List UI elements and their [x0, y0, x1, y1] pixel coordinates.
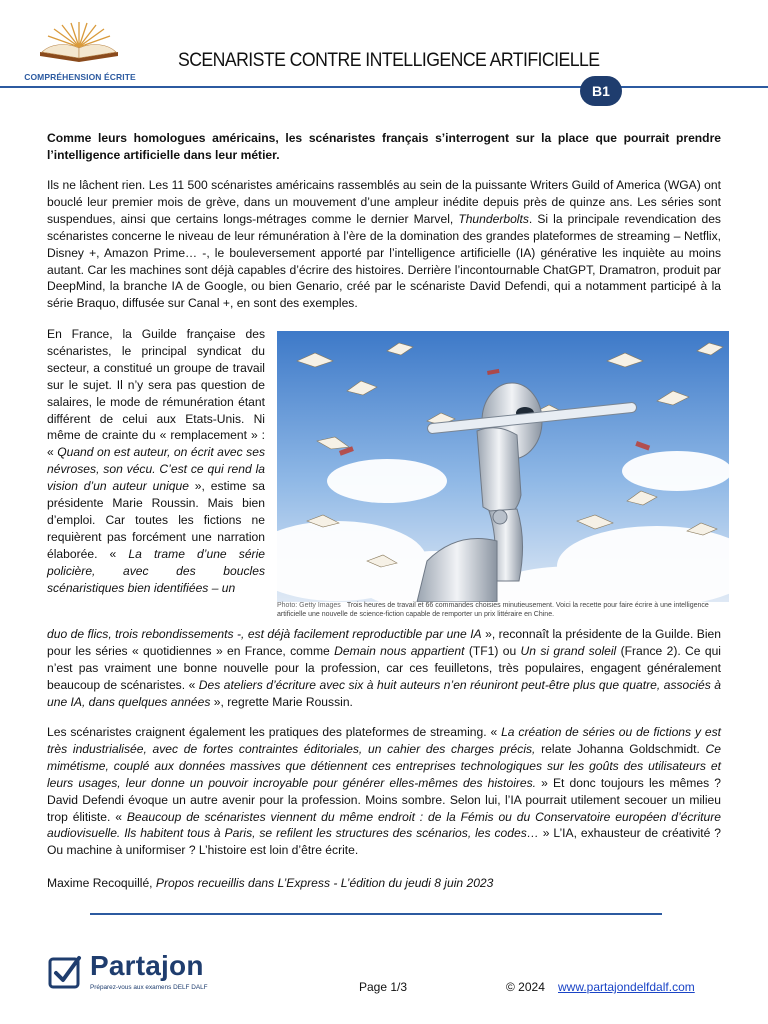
page-title: SCENARISTE CONTRE INTELLIGENCE ARTIFICIELLE — [178, 50, 600, 71]
category-label: COMPRÉHENSION ÉCRITE — [24, 72, 136, 82]
article-paragraph-1: Ils ne lâchent rien. Les 11 500 scénaristes américains rassemblés au sein de la puissante Writers Guild of America (WGA) ont bouclé leur premier mois de grève, dans un mouvement d’une ampleur inédite depuis près de quinze ans. Les séries sont suspendues, ainsi que certains longs-métrages comme le dernier Marvel, Thunderbolts. Si la principale revendication des scénaristes concerne le niveau de leur rémunération à l’ère de la domination des grandes plateformes de streaming – Netflix, Disney +, Amazon Prime… -, le bouleversement apporté par l’intelligence artificielle (IA) générative les inquiète au moins autant. Car les machines sont déjà capables d’écrire des histoires. Derrière l’incontournable ChatGPT, Dramatron, produit par DeepMind, la branche IA de Google, ou bien Genario, créé par le scénariste David Defendi, qui a notamment participé à la série Braquo, diffusée sur Canal +, en sont des exemples. — [47, 178, 721, 311]
brand-tagline: Préparez-vous aux examens DELF DALF — [90, 984, 208, 991]
article-intro: Comme leurs homologues américains, les scénaristes français s’interrogent sur la place que pourrait prendre l’intelligence artificielle dans leur métier. — [47, 131, 721, 162]
brand-name: Partajon — [90, 950, 204, 981]
article-paragraph-2-column: En France, la Guilde française des scénaristes, le principal syndicat du secteur, a constitué un groupe de travail sur le sujet. Il n’y sera pas question de salaires, le mode de rémunération étant différent de celui aux Etats-Unis. Ni même de crainte du « remplacement » : « Quand on est auteur, on écrit avec ses névroses, son vécu. C’est ce qui rend la vision d’un auteur unique », estime sa présidente Marie Roussin. Mais bien d’emploi. Car toutes les fictions ne requièrent pas forcément une narration élaborée. « La trame d’une série policière, avec des boucles scénaristiques bien identifiées – un — [47, 327, 265, 595]
image-credit: Photo: Getty Images — [277, 602, 341, 609]
header-divider — [0, 86, 768, 88]
open-book-logo-icon — [36, 22, 122, 68]
article-paragraph-3: Les scénaristes craignent également les pratiques des plateformes de streaming. « La création de séries ou de fictions y est très industrialisée, avec de fortes contraintes éditoriales, un cahier des charges précis, relate Johanna Goldschmidt. Ce mimétisme, couplé aux données massives que détiennent ces entreprises technologiques sur les goûts des utilisateurs et leurs usages, leur donne un pouvoir incroyable pour générer elles-mêmes des histoires. » Et donc toujours les mêmes ? David Defendi évoque un autre avenir pour la profession. Moins sombre. Selon lui, l’IA pourrait utilement secouer un milieu trop élitiste. « Beaucoup de scénaristes viennent du même endroit : de la Fémis ou du Conservatoire européen d’écriture audiovisuelle. Ils habitent tous à Paris, se refilent les structures des scénarios, les codes… » L’IA, exhausteur de créativité ? Ou machine à uniformiser ? L’histoire est loin d’être écrite. — [47, 725, 722, 858]
robot-writing-illustration — [277, 331, 729, 602]
article-paragraph-2-continued: duo de flics, trois rebondissements -, est déjà facilement reproductible par une IA », reconnaît la présidente de la Guilde. Bien pour les séries « quotidiennes » en France, comme Demain nous appartient (TF1) ou Un si grand soleil (France 2). Ce qui n’est pas vraiment une bonne nouvelle pour la profession, car ces feuilletons, très populaires, engagent généralement beaucoup de scénaristes. « Des ateliers d’écriture avec six à huit auteurs n’en réuniront peut-être plus que quatre, associés à une IA, dans quelques années », regrette Marie Roussin. — [47, 627, 722, 709]
website-link[interactable]: www.partajondelfdalf.com — [558, 980, 695, 994]
checkbox-logo-icon — [48, 955, 82, 989]
article-source: Maxime Recoquillé, Propos recueillis dans L’Express - L’édition du jeudi 8 juin 2023 — [47, 876, 494, 890]
image-caption — [277, 602, 729, 624]
copyright: © 2024 — [506, 980, 545, 994]
page-number: Page 1/3 — [359, 980, 408, 994]
level-badge: B1 — [580, 76, 622, 106]
footer-divider — [90, 913, 662, 915]
image-caption-text: Trois heures de travail et 66 commandes choisies minutieusement. Voici la recette pour faire écrire à une intelligence artificielle une nouvelle de science-fiction capable de remporter un prix littéraire en Chine. — [277, 602, 709, 618]
